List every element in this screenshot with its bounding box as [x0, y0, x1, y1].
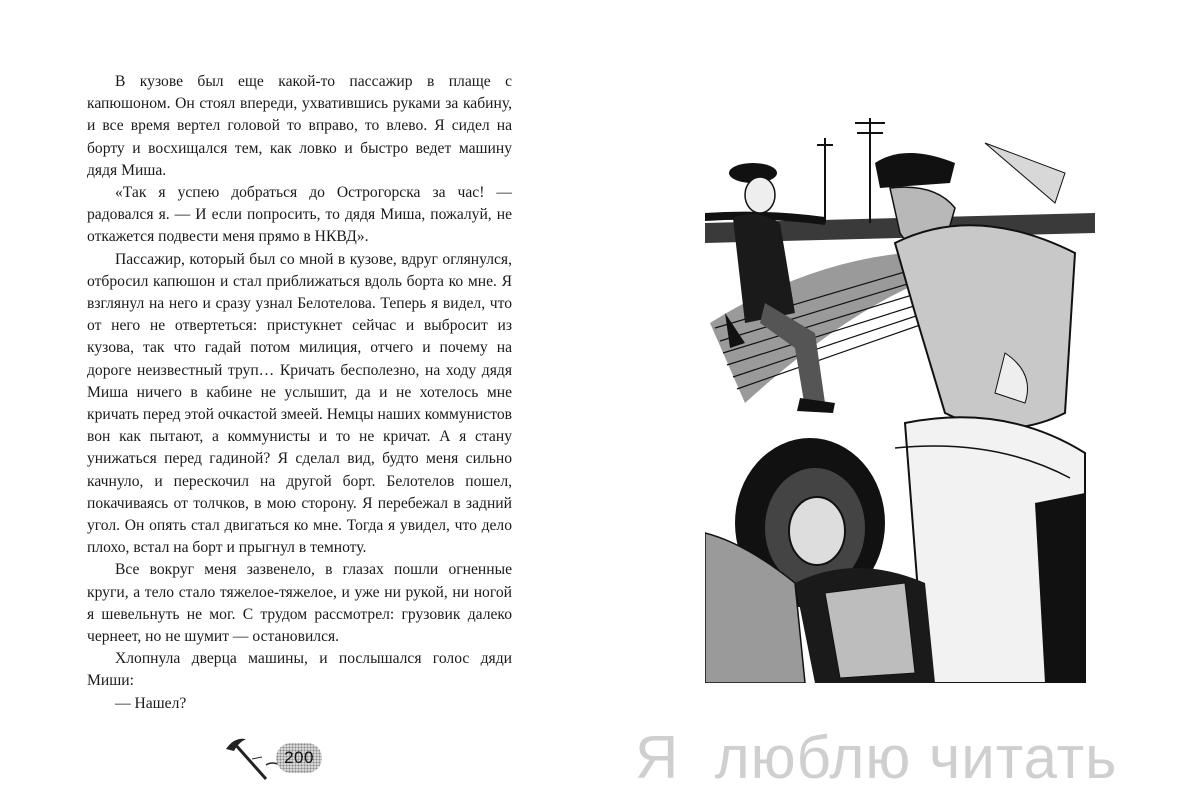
paragraph: В кузове был еще какой-то пассажир в плаще с капюшоном. Он стоял впереди, ухватившись руками за кабину, и все время вертел головой то вправо, то влево. Я сидел на борту и восхищался тем, как ловко и быстро ведет машину дядя Миша. — [87, 73, 512, 179]
paragraph: Пассажир, который был со мной в кузове, вдруг оглянулся, отбросил капюшон и стал приближаться вдоль борта ко мне. Я взглянул на него и сразу узнал Белотелова. Теперь я видел, что от него не отвертеться: пристукнет сейчас и выбросит из кузова, так что гадай потом милиция, отчего и почему на дороге неизвестный труп… Кричать бесполезно, на ходу дядя Миша ничего в кабине не услышит, да и не хотелось мне кричать перед этой очкастой змеей. Немцы наших коммунистов вон как пытают, а коммунисты и то не кричат. А я стану унижаться перед гадиной? Я сделал вид, будто меня сильно качнуло, и перескочил на другой борт. Белотелов пошел, покачиваясь от толчков, в мою сторону. Я перебежал в задний угол. Он опять стал двигаться ко мне. Тогда я увидел, что дело плохо, встал на борт и прыгнул в темноту. — [87, 250, 512, 557]
paragraph: «Так я успею добраться до Острогорска за час! — радовался я. — И если попросить, то дядя Миша, пожалуй, не откажется подвести меня прямо в НКВД». — [87, 184, 512, 246]
page-number-badge — [276, 743, 322, 773]
pickaxe-icon — [222, 735, 284, 781]
page-number: 200 — [284, 748, 314, 767]
page-folio — [222, 735, 322, 781]
paragraph: — Нашел? — [115, 694, 187, 712]
paragraph: Хлопнула дверца машины, и послышался голос дяди Миши: — [87, 650, 512, 690]
paragraph: Все вокруг меня зазвенело, в глазах пошли огненные круги, а тело стало тяжелое-тяжелое, и уже ни рукой, ни ногой я шевельнуть не мог. С трудом рассмотрел: грузовик далеко чернеет, но не шумит — остановился. — [87, 561, 512, 646]
body-text — [87, 71, 512, 715]
watermark-text: Я люблю читать — [635, 724, 1118, 791]
truck-scene-illustration — [705, 113, 1095, 683]
right-page — [595, 0, 1190, 805]
